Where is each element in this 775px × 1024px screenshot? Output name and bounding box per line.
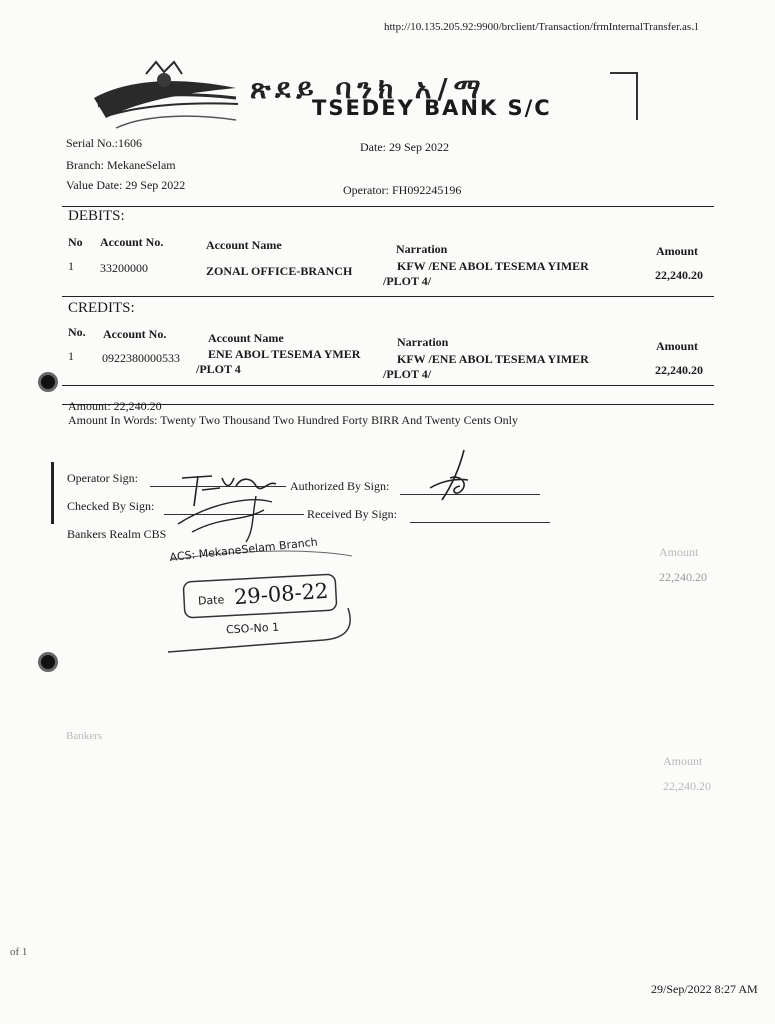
operator-sign-label: Operator Sign: <box>67 471 138 485</box>
credits-title: CREDITS: <box>68 300 135 316</box>
credits-col-no: No. <box>68 325 86 339</box>
bank-logo <box>86 58 246 134</box>
system-name: Bankers Realm CBS <box>67 527 167 541</box>
credit-no: 1 <box>68 349 74 363</box>
debits-col-account-no: Account No. <box>100 235 164 249</box>
credit-narration: KFW /ENE ABOL TESEMA YIMER <box>397 352 589 366</box>
credits-col-amount: Amount <box>656 339 699 353</box>
stamp-cso: CSO-No 1 <box>225 620 280 637</box>
voucher-date: Date: 29 Sep 2022 <box>360 140 449 154</box>
debit-narration: KFW /ENE ABOL TESEMA YIMER <box>397 259 589 273</box>
received-sign-line <box>410 522 550 523</box>
credit-account-name-cont: /PLOT 4 <box>196 362 241 376</box>
bank-name-amharic: ጽደይ ባንክ አ/ማ <box>250 72 487 105</box>
operator-id: Operator: FH092245196 <box>343 183 462 197</box>
debit-no: 1 <box>68 259 74 273</box>
total-amount: Amount: 22,240.20 <box>68 399 162 413</box>
debits-col-account-name: Account Name <box>206 238 282 252</box>
value-date: Value Date: 29 Sep 2022 <box>66 178 186 192</box>
authorized-sign-label: Authorized By Sign: <box>290 479 390 493</box>
credit-amount: 22,240.20 <box>655 363 703 377</box>
debits-col-no: No <box>68 235 83 249</box>
stamp-date-value: 29-08-22 <box>233 578 330 610</box>
stamp-date-label: Date <box>197 593 225 608</box>
page-count: of 1 <box>10 946 28 958</box>
debits-title: DEBITS: <box>68 208 125 224</box>
debit-account-no: 33200000 <box>100 261 148 275</box>
stamp-branch: ACS: MekaneSelam Branch <box>169 535 319 564</box>
credit-account-name: ENE ABOL TESEMA YMER <box>208 347 361 361</box>
punch-hole <box>38 372 58 392</box>
operator-signature <box>172 466 282 546</box>
received-sign-label: Received By Sign: <box>307 507 397 521</box>
debits-col-amount: Amount <box>656 244 699 258</box>
divider <box>62 296 714 297</box>
debit-account-name: ZONAL OFFICE-BRANCH <box>206 264 353 278</box>
bank-name: TSEDEY BANK S/C <box>312 96 552 120</box>
divider <box>62 206 714 207</box>
ghost-amount-label-2: Amount <box>663 754 703 768</box>
credit-narration-cont: /PLOT 4/ <box>383 367 432 381</box>
credits-col-account-no: Account No. <box>103 327 167 341</box>
ghost-amount-value-2: 22,240.20 <box>663 779 711 793</box>
punch-hole <box>38 652 58 672</box>
debit-narration-cont: /PLOT 4/ <box>383 274 432 288</box>
checked-sign-label: Checked By Sign: <box>67 499 155 513</box>
credits-col-account-name: Account Name <box>208 331 284 345</box>
page-url: http://10.135.205.92:9900/brclient/Transaction/frmInternalTransfer.as․l <box>384 21 698 33</box>
debit-amount: 22,240.20 <box>655 268 703 282</box>
printed-timestamp: 29/Sep/2022 8:27 AM <box>651 982 758 996</box>
logo-frame <box>610 72 638 120</box>
ghost-amount-label: Amount <box>659 545 699 559</box>
ghost-bankers: Bankers <box>66 730 103 742</box>
ghost-amount-value: 22,240.20 <box>659 570 707 584</box>
authorized-signature <box>420 448 480 504</box>
serial-number: Serial No.:1606 <box>66 136 142 150</box>
divider <box>62 385 714 386</box>
amount-in-words: Amount In Words: Twenty Two Thousand Two Hundred Forty BIRR And Twenty Cents Only <box>68 413 519 427</box>
credits-col-narration: Narration <box>397 335 449 349</box>
branch: Branch: MekaneSelam <box>66 158 176 172</box>
debits-col-narration: Narration <box>396 242 448 256</box>
credit-account-no: 0922380000533 <box>102 351 180 365</box>
margin-bar <box>51 462 54 524</box>
